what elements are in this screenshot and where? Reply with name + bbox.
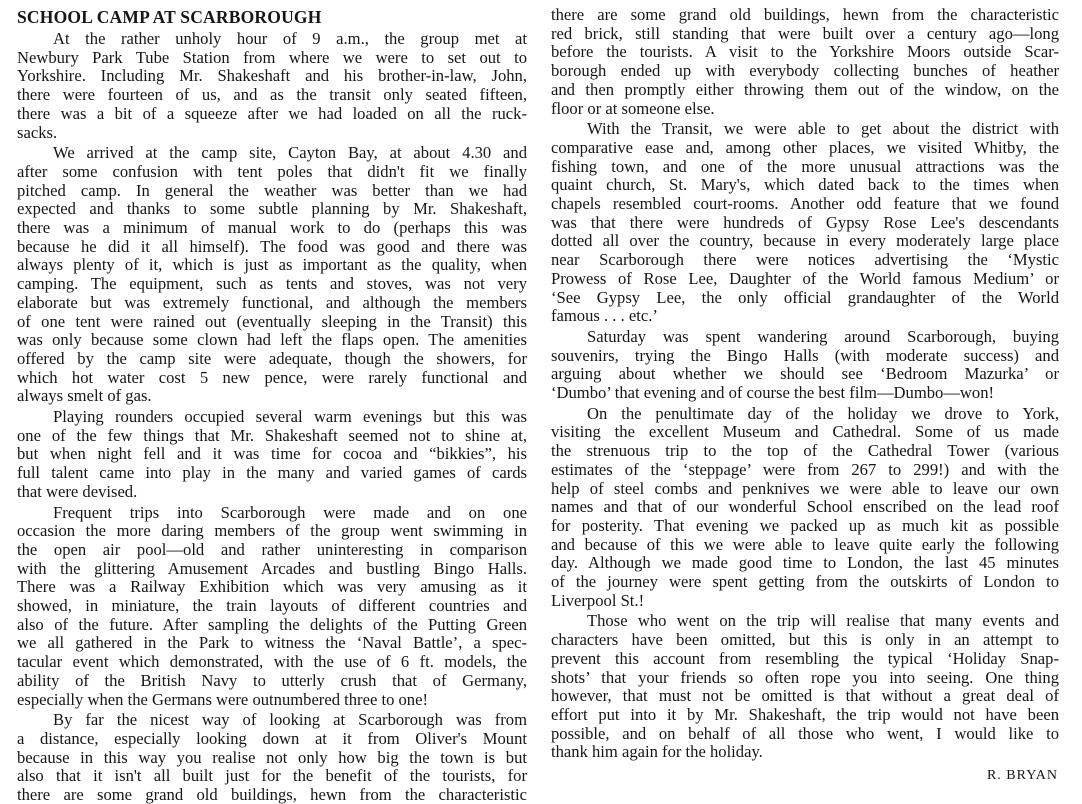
text-line: ‘Dumbo’ that evening and of course the best film—Dumbo—won!: [551, 383, 995, 402]
text-line: that were devised.: [17, 481, 138, 501]
text-line: one of the few things that Mr. Shakeshaft seemed not to shine at,: [17, 425, 527, 445]
text-line: With the Transit, we were able to get about the district with: [587, 119, 1059, 139]
text-line: help of steel combs and penknives we were able to leave our own: [551, 478, 1059, 498]
text-line: red brick, still standing that were built over a century ago—long: [551, 23, 1059, 43]
text-line: before the tourists. A visit to the Yorkshire Moors outside Scar-: [551, 42, 1059, 62]
text-line: visiting the excellent Museum and Cathedral. Some of us made: [551, 422, 1059, 442]
text-line: after some confusion with tent poles that didn't fit we finally: [17, 161, 527, 181]
text-line: Those who went on the trip will realise that many events and: [587, 611, 1059, 631]
text-line: pitched camp. In general the weather was better than we had: [17, 180, 527, 200]
text-line: camping. The equipment, such as tents and stoves, was not very: [17, 274, 527, 294]
article-title: SCHOOL CAMP AT SCARBOROUGH: [17, 7, 322, 27]
text-line: showed, in miniature, the train layouts of different countries and: [17, 596, 527, 615]
text-line: We arrived at the camp site, Cayton Bay, at about 4.30 and: [53, 143, 527, 163]
text-line: fishing town, and one of the more unusual attractions was the: [551, 156, 1059, 176]
text-line: the open air pool—old and rather uninteresting in comparison: [17, 539, 527, 559]
text-line: Saturday was spent wandering around Scarborough, buying: [587, 326, 1059, 346]
text-line: dotted all over the country, because in every moderately large place: [551, 231, 1059, 251]
text-line: there are some grand old buildings, hewn from the characteristic: [17, 785, 527, 804]
text-line: Frequent trips into Scarborough were made and on one: [53, 502, 527, 522]
text-line: also of the future. After sampling the delights of the Putting Green: [17, 614, 527, 634]
text-line: characters have been omitted, but this is only in an attempt to: [551, 630, 1059, 650]
text-line: but when night fell and it was time for cocoa and “bikkies”, his: [17, 444, 527, 464]
text-line: ‘See Gypsy Lee, the only official grandaughter of the World: [551, 287, 1059, 307]
text-line: shots’ that your friends so often rope you into seeing. One thing: [551, 667, 1059, 687]
text-line: of one tent were rained out (eventually sleeping in the Transit) this: [17, 311, 527, 331]
text-line: full talent came into play in the many and varied games of cards: [17, 463, 527, 483]
text-line: especially when the Germans were outnumbered three to one!: [17, 689, 428, 709]
text-line: By far the nicest way of looking at Scarborough was from: [53, 710, 527, 730]
text-line: Yorkshire. Including Mr. Shakeshaft and his brother-in-law, John,: [17, 66, 527, 86]
text-line: because he did it all himself). The food was good and there was: [17, 236, 527, 256]
text-line: was that there were hundreds of Gypsy Rose Lee's descendants: [551, 212, 1059, 232]
text-line: for posterity. That evening we packed up as much kit as possible: [551, 515, 1059, 535]
author-signature: R. BRYAN: [986, 768, 1058, 783]
text-line: with the glittering Amusement Arcades and bustling Bingo Halls.: [17, 558, 527, 578]
text-line: ability of the British Navy to utterly crush that of Germany,: [17, 670, 527, 690]
text-line: and because of this we were able to leave quite early the following: [551, 534, 1059, 554]
text-line: occasion the more daring members of the group went swimming in: [17, 521, 527, 541]
text-line: a distance, especially looking down at it from Oliver's Mount: [17, 728, 527, 748]
text-line: offered by the camp site were adequate, though the showers, for: [17, 348, 527, 368]
text-line: arguing about whether we should see ‘Bedroom Mazurka’ or: [551, 364, 1059, 384]
text-line: there were fourteen of us, and as the transit only seated fifteen,: [17, 85, 527, 105]
text-line: borough ended up with everybody collecting bunches of heather: [551, 61, 1059, 81]
text-line: tacular event which demonstrated, with the use of 6 ft. models, the: [17, 652, 527, 672]
text-line: however, that must not be omitted is that without a great deal of: [551, 686, 1059, 706]
text-line: of the journey were spent getting from the outskirts of London to: [551, 572, 1059, 591]
text-line: there was a minimum of manual work to do (perhaps this was: [17, 218, 527, 237]
text-line: sacks.: [17, 122, 58, 142]
text-line: There was a Railway Exhibition which was very amusing as it: [17, 577, 527, 597]
text-line: famous . . . etc.’: [551, 306, 658, 326]
text-line: there are some grand old buildings, hewn from the characteristic: [551, 5, 1059, 24]
text-line: we all gathered in the Park to witness the ‘Naval Battle’, a spec-: [17, 633, 527, 653]
text-line: was only because some clown had left the flaps open. The amenities: [17, 330, 527, 350]
text-line: names and that of our wonderful School enscribed on the lead roof: [551, 497, 1059, 517]
text-line: Newbury Park Tube Station from where we were to set out to: [17, 47, 527, 67]
text-line: always smelt of gas.: [17, 386, 152, 406]
text-line: At the rather unholy hour of 9 a.m., the group met at: [53, 29, 527, 48]
text-line: elaborate but was extremely functional, and although the members: [17, 292, 527, 312]
text-line: souvenirs, trying the Bingo Halls (with moderate success) and: [551, 345, 1059, 365]
text-line: chapels resembled court-rooms. Another odd feature that we found: [551, 194, 1059, 213]
text-line: always plenty of it, which is just as important as the quality, when: [17, 255, 527, 275]
text-line: estimates of the ‘steppage’ were from 267 to 299!) and with the: [551, 459, 1059, 479]
text-line: expected and thanks to some subtle planning by Mr. Shakeshaft,: [17, 199, 527, 219]
text-line: thank him again for the holiday.: [551, 742, 763, 762]
text-line: prevent this account from resembling the typical ‘Holiday Snap-: [551, 648, 1059, 668]
text-line: the strenuous trip to the top of the Cathedral Tower (various: [551, 441, 1059, 461]
text-line: On the penultimate day of the holiday we drove to York,: [587, 403, 1059, 423]
text-line: which hot water cost 5 new pence, were rarely functional and: [17, 367, 527, 387]
text-line: there was a bit of a squeeze after we had loaded on all the ruck-: [17, 103, 527, 123]
text-line: Playing rounders occupied several warm evenings but this was: [53, 407, 527, 426]
text-line: Prowess of Rose Lee, Daughter of the World famous Medium’ or: [551, 268, 1059, 288]
text-line: near Scarborough there were notices advertising the ‘Mystic: [551, 250, 1059, 270]
text-line: effort put into it by Mr. Shakeshaft, the trip would not have been: [551, 704, 1059, 724]
text-line: possible, and on behalf of all those who went, I would like to: [551, 723, 1059, 743]
text-line: day. Although we made good time to London, the last 45 minutes: [551, 553, 1059, 573]
text-line: quaint church, St. Mary's, which dated back to the times when: [551, 175, 1059, 195]
text-line: because in this way you realise not only how big the town is but: [17, 747, 527, 767]
text-line: floor or at someone else.: [551, 98, 715, 118]
text-line: Liverpool St.!: [551, 590, 645, 610]
text-line: also that it isn't all built just for the benefit of the tourists, for: [17, 766, 527, 786]
text-line: comparative ease and, among other places, we visited Whitby, the: [551, 137, 1059, 157]
text-line: and then promptly either throwing them out of the window, on the: [551, 79, 1059, 99]
